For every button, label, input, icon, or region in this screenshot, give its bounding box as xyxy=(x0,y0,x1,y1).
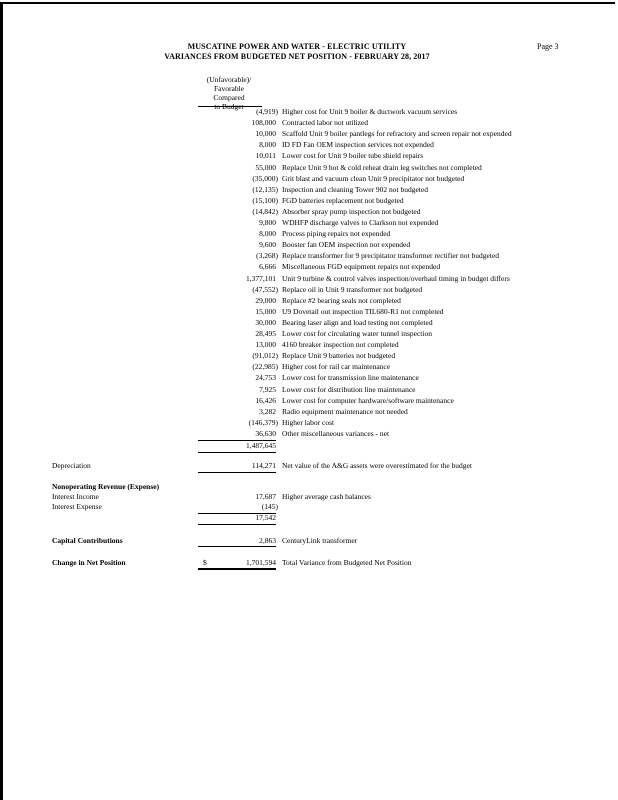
page-number: Page 3 xyxy=(537,42,559,51)
variance-amount: 8,000 xyxy=(259,140,276,150)
variance-amount: 16,426 xyxy=(255,395,276,405)
column-header-line2: Favorable Compared xyxy=(213,84,245,102)
variance-amount: 6,666 xyxy=(259,262,276,272)
variance-description: Lower cost for Unit 9 boiler tube shield repairs xyxy=(282,151,424,161)
variance-description: Bearing laser align and load testing not completed xyxy=(282,317,433,327)
variance-amount: 9,600 xyxy=(259,240,276,250)
variance-amount: 30,000 xyxy=(255,317,276,327)
variance-amount: 9,800 xyxy=(259,218,276,227)
variance-amount: 7,925 xyxy=(259,384,276,394)
variance-description: Process piping repairs not expended xyxy=(282,229,391,239)
depreciation-description: Net value of the A&G assets were overestimated for the budget xyxy=(282,461,472,470)
variance-amount: (12,135) xyxy=(252,184,278,194)
change-in-net-position-label: Change in Net Position xyxy=(52,558,126,567)
variance-amount: 28,495 xyxy=(255,329,276,338)
variance-description: Booster fan OEM inspection not expended xyxy=(282,240,411,250)
variance-description: Replace transformer for 9 precipitator transformer rectifier not budgeted xyxy=(282,251,499,261)
variance-amount: 10,000 xyxy=(255,129,276,139)
variance-description: Higher labor cost xyxy=(282,417,335,427)
change-in-net-position-description: Total Variance from Budgeted Net Position xyxy=(282,558,412,567)
variance-amount: (4,919) xyxy=(256,107,278,116)
interest-expense-label: Interest Expense xyxy=(52,502,102,511)
variance-amount: (14,842) xyxy=(252,206,278,216)
interest-income-label: Interest Income xyxy=(52,492,99,501)
variance-amount: (35,000) xyxy=(252,173,278,183)
variance-amount: (146,379) xyxy=(248,417,278,427)
interest-income-description: Higher average cash balances xyxy=(282,492,371,501)
variance-amount: (22,985) xyxy=(252,362,278,372)
variance-description: Higher cost for rail car maintenance xyxy=(282,362,391,372)
change-in-net-position-double-underline xyxy=(198,568,276,570)
variance-description: Radio equipment maintenance not needed xyxy=(282,406,408,416)
variance-description: Lower cost for distribution line maintenance xyxy=(282,384,416,394)
variance-description: Higher cost for Unit 9 boiler & ductwork vacuum services xyxy=(282,107,458,116)
variance-amount: 13,000 xyxy=(255,340,276,350)
variance-description: Replace oil in Unit 9 transformer not budgeted xyxy=(282,284,423,294)
capital-contributions-label: Capital Contributions xyxy=(52,536,123,545)
capital-contributions-underline xyxy=(198,546,276,547)
depreciation-underline xyxy=(198,472,276,473)
variance-description: Miscellaneous FGD equipment repairs not expended xyxy=(282,262,441,272)
variance-description: Grit blast and vacuum clean Unit 9 precipitator not budgeted xyxy=(282,173,465,183)
interest-income-amount: 17,687 xyxy=(255,492,276,501)
capital-contributions-amount: 2,863 xyxy=(259,536,276,545)
variance-amount: 55,000 xyxy=(255,162,276,172)
variances-total-amount: 1,487,645 xyxy=(246,441,276,450)
nonoperating-heading: Nonoperating Revenue (Expense) xyxy=(52,482,160,491)
variance-description: Replace Unit 9 batteries not budgeted xyxy=(282,351,396,361)
capital-contributions-description: CenturyLink transformer xyxy=(282,536,358,545)
variance-amount: 29,000 xyxy=(255,295,276,305)
column-header-line1: (Unfavorable)/ xyxy=(206,75,252,84)
currency-symbol: $ xyxy=(203,558,207,567)
variance-description: Replace #2 bearing seals not completed xyxy=(282,295,401,305)
variance-amount: 24,753 xyxy=(255,373,276,383)
report-title: MUSCATINE POWER AND WATER - ELECTRIC UTILITY xyxy=(187,42,407,51)
variance-description: ID FD Fan OEM inspection services not expended xyxy=(282,140,434,150)
variance-description: 4160 breaker inspection not completed xyxy=(282,340,399,350)
report-subtitle: VARIANCES FROM BUDGETED NET POSITION - FEBRUARY 28, 2017 xyxy=(164,52,430,61)
nonoperating-total-underline xyxy=(198,524,276,525)
depreciation-label: Depreciation xyxy=(52,461,91,470)
variance-description: Absorber spray pump inspection not budgeted xyxy=(282,206,421,216)
variance-amount: 10,011 xyxy=(255,151,276,161)
variance-description: Lower cost for transmission line maintenance xyxy=(282,373,419,383)
variance-description: U9 Dovetail out inspection TIL680-R1 not completed xyxy=(282,306,444,316)
variance-description: Contracted labor not utilized xyxy=(282,118,369,128)
page-border-top xyxy=(0,2,615,4)
variance-description: Scaffold Unit 9 boiler pantlegs for refractory and screen repair not expended xyxy=(282,129,512,139)
variance-amount: 3,282 xyxy=(259,406,276,416)
variance-amount: (91,012) xyxy=(252,351,278,361)
variance-amount: (3,268) xyxy=(256,251,278,261)
variance-description: Inspection and cleaning Tower 902 not budgeted xyxy=(282,184,428,194)
interest-expense-amount: (145) xyxy=(261,502,278,511)
variance-amount: 8,000 xyxy=(259,229,276,239)
variance-description: FGD batteries replacement not budgeted xyxy=(282,195,404,205)
variance-description: WDHFP discharge valves to Clarkson not expended xyxy=(282,218,439,227)
depreciation-amount: 114,271 xyxy=(251,461,276,470)
variances-total-underline xyxy=(198,452,276,453)
variance-amount: (47,552) xyxy=(252,284,278,294)
variance-description: Lower cost for computer hardware/software maintenance xyxy=(282,395,454,405)
nonoperating-total-amount: 17,542 xyxy=(255,513,276,522)
variance-description: Lower cost for circulating water tunnel inspection xyxy=(282,329,432,338)
variance-description: Other miscellaneous variances - net xyxy=(282,428,390,438)
variance-amount: (15,100) xyxy=(252,195,278,205)
variance-amount: 15,000 xyxy=(255,306,276,316)
variance-amount: 36,630 xyxy=(255,428,276,438)
variance-amount: 1,377,101 xyxy=(246,273,276,283)
variance-description: Replace Unit 9 hot & cold reheat drain leg switches not completed xyxy=(282,162,482,172)
variance-description: Unit 9 turbine & control valves inspection/overhaul timing in budget differs xyxy=(282,273,510,283)
change-in-net-position-amount: 1,701,594 xyxy=(246,558,276,567)
variance-amount: 108,000 xyxy=(251,118,276,128)
page-border-left xyxy=(0,2,3,800)
